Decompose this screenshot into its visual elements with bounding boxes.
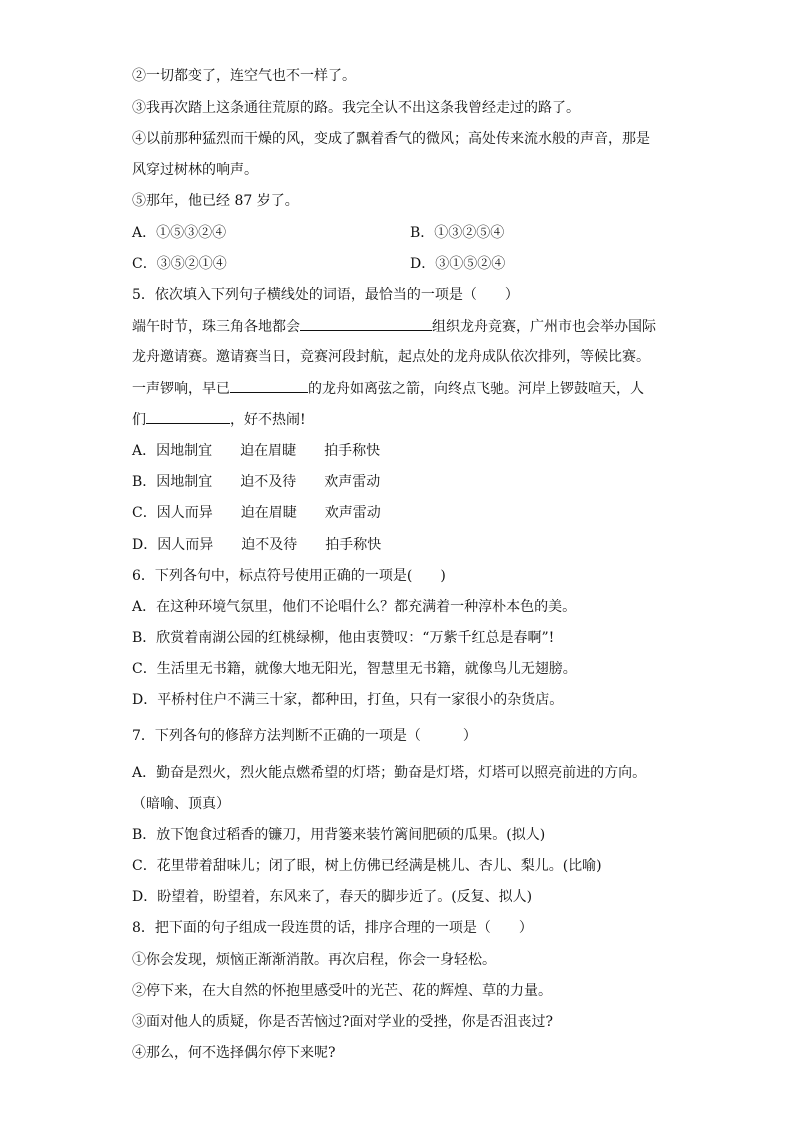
q5-text: 一声锣响，早已 <box>132 381 230 397</box>
q5-stem: 5．依次填入下列句子横线处的词语，最恰当的一项是（ ） <box>132 287 519 303</box>
q8-stem: 8．把下面的句子组成一段连贯的话，排序合理的一项是（ ） <box>132 920 533 936</box>
q4-sentence-3: ③我再次踏上这条通往荒原的路。我完全认不出这条我曾经走过的路了。 <box>132 100 580 116</box>
q5-passage-line4 <box>132 409 306 430</box>
q5-option-word1: A．因地制宜 <box>132 443 213 459</box>
q5-option-c <box>132 503 381 523</box>
q5-option-word2: 迫不及待 <box>240 474 297 490</box>
fill-blank-3 <box>146 409 230 424</box>
q7-stem: 7．下列各句的修辞方法判断不正确的一项是（ ） <box>132 728 477 744</box>
q5-option-word2: 迫在眉睫 <box>240 443 297 459</box>
q7-option-b: B．放下饱食过稻香的镰刀，用背篓来装竹篱间肥硕的瓜果。(拟人) <box>132 827 546 843</box>
q4-sentence-4-line1: ④以前那种猛烈而干燥的风，变成了飘着香气的微风；高处传来流水般的声音，那是 <box>132 131 650 147</box>
q5-text: 们 <box>132 412 146 428</box>
q7-option-a-line2: （暗喻、顶真） <box>132 796 230 812</box>
q7-option-a-line1: A．勤奋是烈火，烈火能点燃希望的灯塔；勤奋是灯塔，灯塔可以照亮前进的方向。 <box>132 765 647 781</box>
q5-option-word1: C．因人而异 <box>132 505 213 521</box>
q7-option-d: D．盼望着，盼望着，东风来了，春天的脚步近了。(反复、拟人) <box>132 889 533 905</box>
q5-option-word2: 迫在眉睫 <box>240 505 297 521</box>
q6-option-a: A．在这种环境气氛里，他们不论唱什么？都充满着一种淳朴本色的美。 <box>132 599 577 615</box>
q4-option-b: B．①③②⑤④ <box>410 225 505 241</box>
q6-option-d: D．平桥村住户不满三十家，都种田，打鱼，只有一家很小的杂货店。 <box>132 692 564 708</box>
q5-option-word3: 欢声雷动 <box>324 474 381 490</box>
q5-option-word1: B．因地制宜 <box>132 474 213 490</box>
q5-option-word3: 欢声雷动 <box>324 505 381 521</box>
q5-option-word3: 拍手称快 <box>324 443 381 459</box>
q5-option-b <box>132 472 380 492</box>
q5-text: 端午时节，珠三角各地都会 <box>132 319 300 335</box>
q5-option-a <box>132 441 380 461</box>
q8-sentence-1: ①你会发现，烦恼正渐渐消散。再次启程，你会一身轻松。 <box>132 952 496 968</box>
q4-sentence-2: ②一切都变了，连空气也不一样了。 <box>132 68 356 84</box>
q4-option-d: D．③①⑤②④ <box>410 256 506 272</box>
q5-text: 组织龙舟竞赛，广州市也会举办国际 <box>432 319 656 335</box>
q6-option-b: B．欣赏着南湖公园的红桃绿柳，他由衷赞叹：“万紫千红总是春啊”! <box>132 630 555 646</box>
fill-blank-2 <box>230 378 308 393</box>
q6-option-c: C．生活里无书籍，就像大地无阳光，智慧里无书籍，就像鸟儿无翅膀。 <box>132 661 577 677</box>
q4-option-c: C．③⑤②①④ <box>132 256 227 272</box>
q5-option-word1: D．因人而异 <box>132 537 214 553</box>
q4-option-a: A．①⑤③②④ <box>132 225 227 241</box>
q7-option-c: C．花里带着甜味儿；闭了眼，树上仿佛已经满是桃儿、杏儿、梨儿。(比喻) <box>132 858 602 874</box>
q4-sentence-5: ⑤那年，他已经 87 岁了。 <box>132 193 299 209</box>
q4-sentence-4-line2: 风穿过树林的响声。 <box>132 162 258 178</box>
q8-sentence-3: ③面对他人的质疑，你是否苦恼过?面对学业的受挫，你是否沮丧过? <box>132 1014 554 1030</box>
q6-stem: 6．下列各句中，标点符号使用正确的一项是( ) <box>132 568 446 584</box>
q8-sentence-2: ②停下来，在大自然的怀抱里感受叶的光芒、花的辉煌、草的力量。 <box>132 983 552 999</box>
q5-option-word2: 迫不及待 <box>241 537 298 553</box>
q5-option-d <box>132 535 381 555</box>
q5-passage-line1 <box>132 316 656 337</box>
q5-option-word3: 拍手称快 <box>325 537 382 553</box>
q5-passage-line3 <box>132 378 644 399</box>
q5-text: ，好不热闹! <box>230 412 306 428</box>
q5-text: 的龙舟如离弦之箭，向终点飞驰。河岸上锣鼓喧天，人 <box>308 381 644 397</box>
q5-passage-line2: 龙舟邀请赛。邀请赛当日，竞赛河段封航，起点处的龙舟成队依次排列，等候比赛。 <box>132 349 650 365</box>
fill-blank-1 <box>300 316 432 331</box>
q8-sentence-4: ④那么，何不选择偶尔停下来呢? <box>132 1045 336 1061</box>
